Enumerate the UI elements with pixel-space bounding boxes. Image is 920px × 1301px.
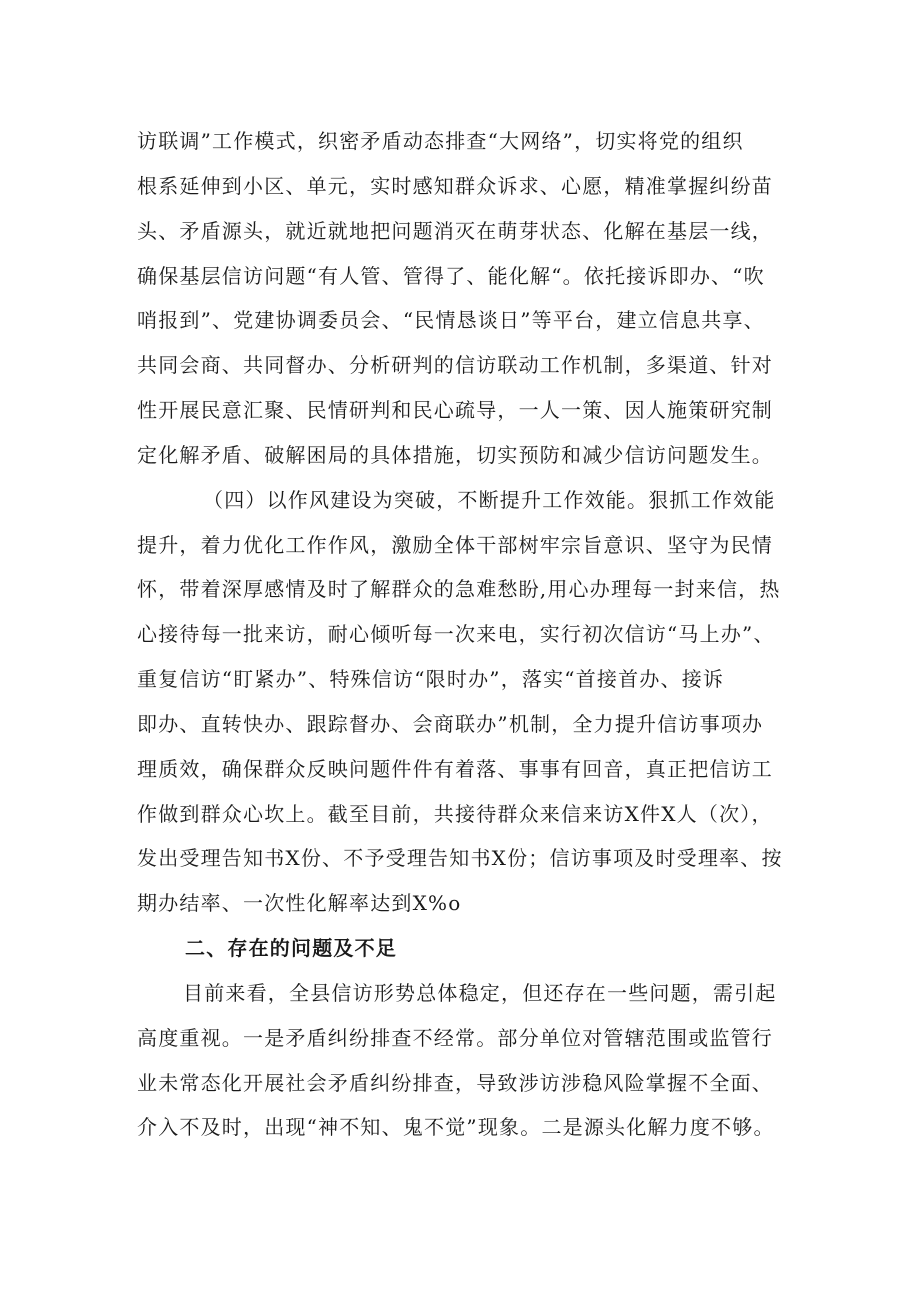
text-line: 心接待每一批来访，耐心倾听每一次来电，实行初次信访“马上办”、 [137,622,775,646]
text-line: 期办结率、一次性化解率达到X%o [137,891,462,915]
section-title: 二、存在的问题及不足 [185,936,397,960]
text-line: 理质效，确保群众反映问题件件有着落、事事有回音，真正把信访工 [137,757,773,781]
text-line: 业未常态化开展社会矛盾纠纷排查，导致涉访涉稳风险掌握不全面、 [137,1071,773,1095]
text-line: 作做到群众心坎上。截至目前，共接待群众来信来访X件X人（次）， [137,802,773,826]
text-line: 怀，带着深厚感情及时了解群众的急难愁盼,用心办理每一封来信，热 [137,577,781,601]
text-line: 定化解矛盾、破解困局的具体措施，切实预防和减少信访问题发生。 [137,443,773,467]
text-line: 提升，着力优化工作作风，激励全体干部树牢宗旨意识、坚守为民情 [137,533,773,557]
text-line: 介入不及时，出现“神不知、鬼不觉”现象。二是源头化解力度不够。 [137,1115,775,1139]
text-line: 目前来看，全县信访形势总体稳定，但还存在一些问题，需引起 [183,981,777,1005]
text-line: 发出受理告知书X份、不予受理告知书X份；信访事项及时受理率、按 [137,846,783,870]
text-line: 重复信访“盯紧办”、特殊信访“限时办”，落实“首接首办、接诉 [137,667,725,691]
text-line: 即办、直转快办、跟踪督办、会商联办”机制，全力提升信访事项办 [137,712,764,736]
text-line: 头、矛盾源头，就近就地把问题消灭在萌芽状态、化解在基层一线， [137,219,773,243]
text-line: 高度重视。一是矛盾纠纷排查不经常。部分单位对管辖范围或监管行 [137,1026,773,1050]
section-heading-4: （四）以作风建设为突破，不断提升工作效能。狠抓工作效能 [203,488,776,512]
text-line: 根系延伸到小区、单元，实时感知群众诉求、心愿，精准掌握纠纷苗 [137,174,773,198]
text-line: 共同会商、共同督办、分析研判的信访联动工作机制，多渠道、针对 [137,353,773,377]
text-line: 性开展民意汇聚、民情研判和民心疏导，一人一策、因人施策研究制 [137,398,773,422]
text-line: 访联调”工作模式，织密矛盾动态排查“大网络”，切实将党的组织 [137,129,744,153]
text-line: 哨报到”、党建协调委员会、“民情恳谈日”等平台，建立信息共享、 [137,308,765,332]
text-line: 确保基层信访问题“有人管、管得了、能化解“。依托接诉即办、“吹 [137,264,765,288]
